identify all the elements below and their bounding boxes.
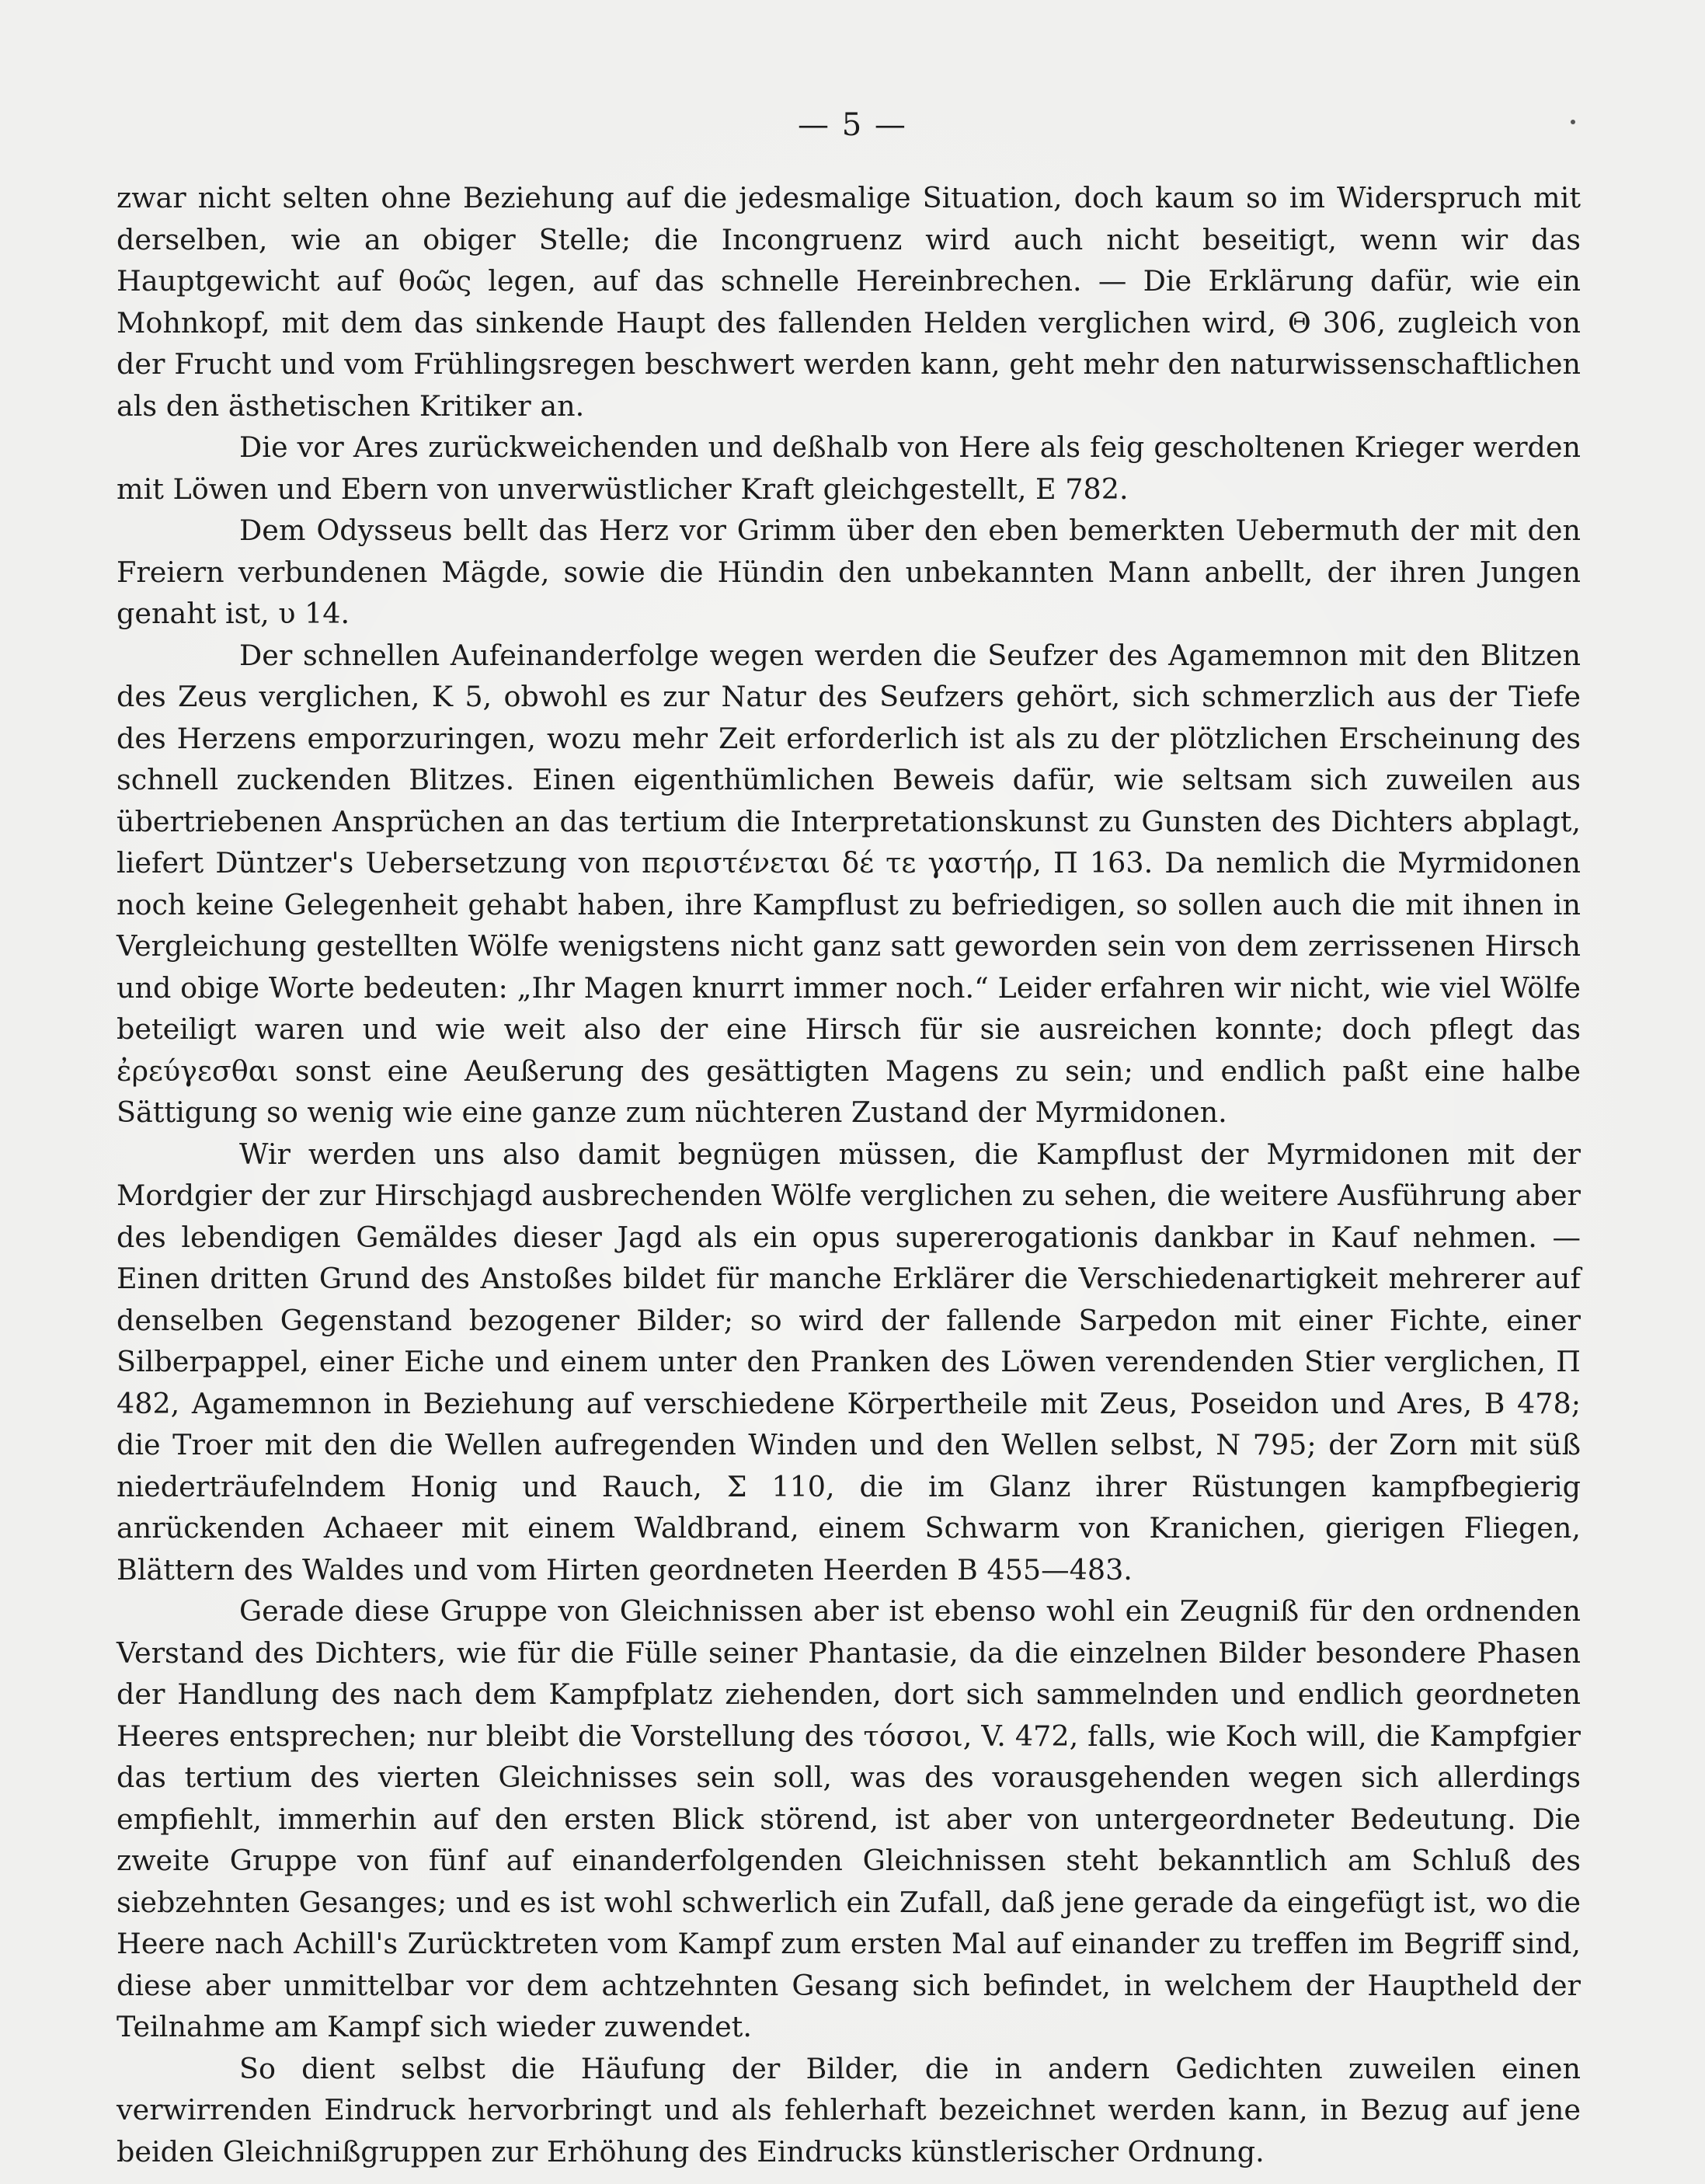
paragraph-5: Wir werden uns also damit begnügen müssen, die Kampflust der Myrmidonen mit der Mordgier der zur Hirschjagd ausbrechenden Wölfe verglichen zu sehen, die weitere Ausführung aber des lebendigen Gemäldes dieser Jagd als ein opus supererogationis dankbar in Kauf nehmen. — Einen dritten Grund des Anstoßes bildet für manche Erklärer die Verschiedenartigkeit mehrerer auf denselben Gegenstand bezogener Bilder; so wird der fallende Sarpedon mit einer Fichte, einer Silberpappel, einer Eiche und einem unter den Pranken des Löwen verendenden Stier verglichen, Π 482, Agamemnon in Beziehung auf verschiedene Körpertheile mit Zeus, Poseidon und Ares, B 478; die Troer mit den die Wellen aufregenden Winden und den Wellen selbst, N 795; der Zorn mit süß niederträufelndem Honig und Rauch, Σ 110, die im Glanz ihrer Rüstungen kampfbegierig anrückenden Achaeer mit einem Waldbrand, einem Schwarm von Kranichen, gierigen Fliegen, Blättern des Waldes und vom Hirten geordneten Heerden B 455—483. [117, 1137, 1581, 1587]
paragraph-6: Gerade diese Gruppe von Gleichnissen aber ist ebenso wohl ein Zeugniß für den ordnenden Verstand des Dichters, wie für die Fülle seiner Phantasie, da die einzelnen Bilder besondere Phasen der Handlung des nach dem Kampfplatz ziehenden, dort sich sammelnden und endlich geordneten Heeres entsprechen; nur bleibt die Vorstellung des τόσσοι, V. 472, falls, wie Koch will, die Kampfgier das tertium des vierten Gleichnisses sein soll, was des vorausgehenden wegen sich allerdings empfiehlt, immerhin auf den ersten Blick störend, ist aber von untergeordneter Bedeutung. Die zweite Gruppe von fünf auf einanderfolgenden Gleichnissen steht bekanntlich am Schluß des siebzehnten Gesanges; und es ist wohl schwerlich ein Zufall, daß jene gerade da eingefügt ist, wo die Heere nach Achill's Zurücktreten vom Kampf zum ersten Mal auf einander zu treffen im Begriff sind, diese aber unmittelbar vor dem achtzehnten Gesang sich befindet, in welchem der Hauptheld der Teilnahme am Kampf sich wieder zuwendet. [117, 1594, 1581, 2043]
paragraph-2: Die vor Ares zurückweichenden und deßhalb von Here als feig gescholtenen Krieger werden mit Löwen und Ebern von unverwüstlicher Kraft gleichgestellt, E 782. [117, 430, 1581, 506]
paragraph-1: zwar nicht selten ohne Beziehung auf die jedesmalige Situation, doch kaum so im Widerspruch mit derselben, wie an obiger Stelle; die Incongruenz wird auch nicht beseitigt, wenn wir das Hauptgewicht auf θοῶς legen, auf das schnelle Hereinbrechen. — Die Erklärung dafür, wie ein Mohnkopf, mit dem das sinkende Haupt des fallenden Helden verglichen wird, Θ 306, zugleich von der Frucht und vom Frühlingsregen beschwert werden kann, geht mehr den naturwissenschaftlichen als den ästhetischen Kritiker an. [117, 181, 1581, 423]
paragraph-7: So dient selbst die Häufung der Bilder, die in andern Gedichten zuweilen einen verwirrenden Eindruck hervorbringt und als fehlerhaft bezeichnet werden kann, in Bezug auf jene beiden Gleichnißgruppen zur Erhöhung des Eindrucks künstlerischer Ordnung. [117, 2051, 1581, 2168]
page-number: — 5 — [798, 107, 907, 143]
marginal-dot [1571, 120, 1575, 124]
paragraph-3: Dem Odysseus bellt das Herz vor Grimm über den eben bemerkten Uebermuth der mit den Freiern verbundenen Mägde, sowie die Hündin den unbekannten Mann anbellt, der ihren Jungen genaht ist, υ 14. [117, 514, 1581, 630]
paragraph-4: Der schnellen Aufeinanderfolge wegen werden die Seufzer des Agamemnon mit den Blitzen des Zeus verglichen, K 5, obwohl es zur Natur des Seufzers gehört, sich schmerzlich aus der Tiefe des Herzens emporzuringen, wozu mehr Zeit erforderlich ist als zu der plötzlichen Erscheinung des schnell zuckenden Blitzes. Einen eigenthümlichen Beweis dafür, wie seltsam sich zuweilen aus übertriebenen Ansprüchen an das tertium die Interpretationskunst zu Gunsten des Dichters abplagt, liefert Düntzer's Uebersetzung von περιστένεται δέ τε γαστήρ, Π 163. Da nemlich die Myrmidonen noch keine Gelegenheit gehabt haben, ihre Kampflust zu befriedigen, so sollen auch die mit ihnen in Vergleichung gestellten Wölfe wenigstens nicht ganz satt geworden sein von dem zerrissenen Hirsch und obige Worte bedeuten: „Ihr Magen knurrt immer noch.“ Leider erfahren wir nicht, wie viel Wölfe beteiligt waren und wie weit also der eine Hirsch für sie ausreichen konnte; doch pflegt das ἐρεύγεσθαι sonst eine Aeußerung des gesättigten Magens zu sein; und endlich paßt eine halbe Sättigung so wenig wie eine ganze zum nüchteren Zustand der Myrmidonen. [117, 638, 1581, 1129]
body-text [117, 177, 1581, 2172]
